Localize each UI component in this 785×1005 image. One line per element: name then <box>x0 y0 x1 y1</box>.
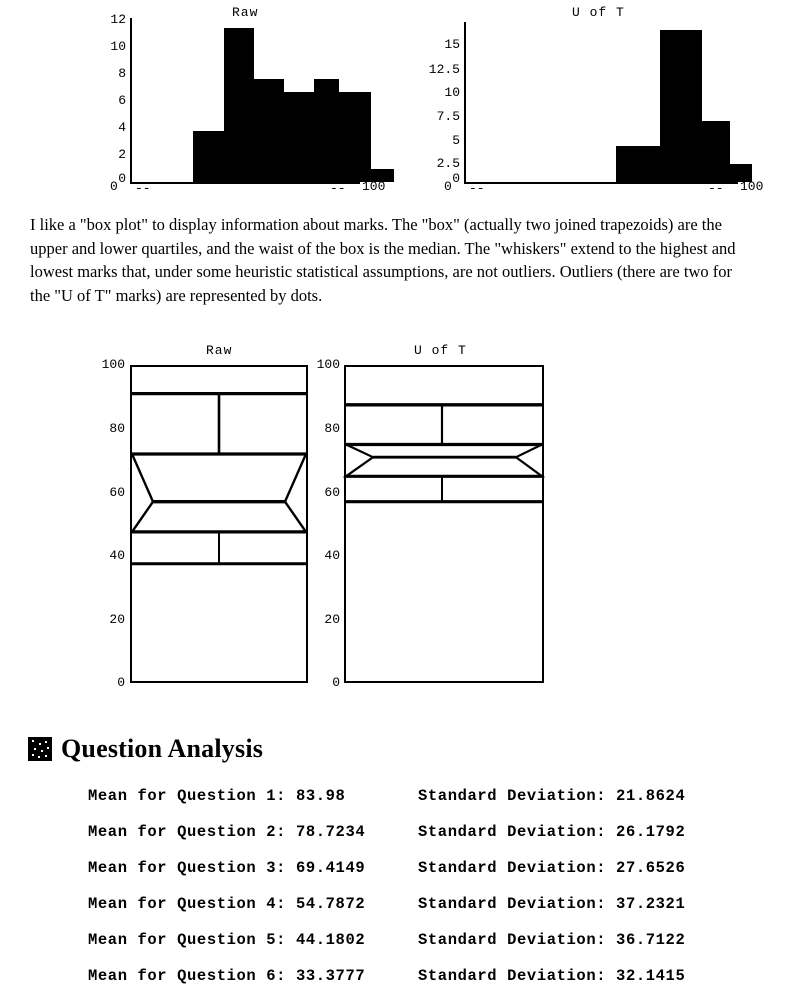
boxplot-raw-ytick: 40 <box>109 548 125 563</box>
histogram-uoft-xtick-right-dash: -- <box>708 181 724 196</box>
boxplot-uoft-ytick: 100 <box>316 357 340 372</box>
stats-mean-value: 83.98 <box>295 787 346 805</box>
histogram-raw-ytick: 0 <box>118 171 126 186</box>
stats-sd-label: Standard Deviation: <box>418 859 607 877</box>
histogram-bar <box>314 79 339 182</box>
histogram-raw-title: Raw <box>232 5 259 20</box>
stats-mean-value: 44.1802 <box>295 931 366 949</box>
stats-sd-value: 26.1792 <box>616 823 686 841</box>
boxplot-raw <box>0 340 320 700</box>
histogram-raw-xtick-origin: 0 <box>110 179 118 194</box>
stats-sd <box>418 814 685 850</box>
question-stats-list <box>88 778 685 994</box>
stats-sd <box>418 778 685 814</box>
boxplot-explanation-paragraph: I like a "box plot" to display information about marks. The "box" (actually two joined trapezoids) are the upper and lower quartiles, and the waist of the box is the median. The "whiskers" extend to the highest and lowest marks that, under some heuristic statistical assumptions, are not outliers. Outliers (there are two for the "U of T" marks) are represented by dots. <box>30 215 736 305</box>
filled-square-bullet-icon <box>28 737 52 761</box>
stats-row <box>88 814 685 850</box>
boxplot-uoft-ytick: 80 <box>324 421 340 436</box>
stats-sd-label: Standard Deviation: <box>418 895 607 913</box>
stats-row <box>88 922 685 958</box>
boxplot-uoft-ytick: 40 <box>324 548 340 563</box>
histogram-bar <box>254 79 284 182</box>
stats-sd-label: Standard Deviation: <box>418 823 607 841</box>
histogram-bar <box>616 146 660 182</box>
histogram-uoft <box>400 0 785 200</box>
stats-mean-label: Mean for Question 5: <box>88 931 287 949</box>
stats-mean <box>88 850 418 886</box>
boxplot-raw-title: Raw <box>206 343 233 358</box>
stats-mean-label: Mean for Question 1: <box>88 787 287 805</box>
stats-sd-value: 21.8624 <box>616 787 686 805</box>
histogram-uoft-x-axis <box>464 182 738 184</box>
boxplot-uoft-ytick: 60 <box>324 485 340 500</box>
histogram-raw-ytick: 2 <box>118 147 126 162</box>
histogram-raw-ytick: 6 <box>118 93 126 108</box>
histogram-raw-plot-area <box>132 18 360 182</box>
histogram-uoft-xtick-origin: 0 <box>444 179 452 194</box>
stats-mean <box>88 958 418 994</box>
histogram-raw-ytick: 4 <box>118 120 126 135</box>
histogram-uoft-plot-area <box>466 22 738 182</box>
histogram-bar <box>660 30 702 182</box>
boxplot-uoft-graphic <box>320 340 640 700</box>
histogram-uoft-ytick: 2.5 <box>436 156 460 171</box>
boxplot-uoft-ytick: 0 <box>332 675 340 690</box>
boxplot-uoft-title: U of T <box>414 343 467 358</box>
boxplot-raw-ytick: 80 <box>109 421 125 436</box>
stats-sd <box>418 958 685 994</box>
histogram-uoft-ytick: 7.5 <box>436 109 460 124</box>
boxplot-uoft-ytick: 20 <box>324 612 340 627</box>
stats-mean-value: 78.7234 <box>295 823 366 841</box>
stats-sd-label: Standard Deviation: <box>418 967 607 985</box>
stats-row <box>88 778 685 814</box>
histogram-bar <box>702 121 730 182</box>
question-analysis-title: Question Analysis <box>61 734 264 763</box>
stats-sd-value: 36.7122 <box>616 931 686 949</box>
boxplot-raw-graphic <box>0 340 320 700</box>
histogram-bar <box>339 92 371 182</box>
histogram-uoft-ytick: 10 <box>444 85 460 100</box>
stats-mean-label: Mean for Question 6: <box>88 967 287 985</box>
stats-mean <box>88 922 418 958</box>
boxplot-raw-ytick: 60 <box>109 485 125 500</box>
histogram-raw-x-axis <box>130 182 360 184</box>
stats-sd-label: Standard Deviation: <box>418 787 607 805</box>
boxplot-raw-ytick: 0 <box>117 675 125 690</box>
boxplot-raw-ytick: 20 <box>109 612 125 627</box>
stats-sd-label: Standard Deviation: <box>418 931 607 949</box>
stats-mean <box>88 886 418 922</box>
stats-sd-value: 32.1415 <box>616 967 686 985</box>
stats-sd <box>418 850 685 886</box>
histogram-raw-ytick: 10 <box>110 39 126 54</box>
histogram-bar <box>193 131 224 182</box>
stats-mean-label: Mean for Question 2: <box>88 823 287 841</box>
histogram-raw-xtick-max: 100 <box>362 179 386 194</box>
stats-mean-value: 54.7872 <box>295 895 366 913</box>
stats-sd-value: 37.2321 <box>616 895 686 913</box>
stats-mean <box>88 814 418 850</box>
histogram-bar <box>224 28 254 182</box>
stats-mean-label: Mean for Question 3: <box>88 859 287 877</box>
boxplot-uoft <box>316 340 640 700</box>
histogram-uoft-ytick: 12.5 <box>428 62 460 77</box>
histogram-raw-xtick-left-dash: -- <box>135 181 151 196</box>
histogram-uoft-ytick: 0 <box>452 171 460 186</box>
stats-mean <box>88 778 418 814</box>
stats-row <box>88 958 685 994</box>
stats-row <box>88 850 685 886</box>
stats-sd <box>418 922 685 958</box>
stats-sd <box>418 886 685 922</box>
histogram-uoft-ytick: 15 <box>444 37 460 52</box>
stats-row <box>88 886 685 922</box>
histogram-uoft-title: U of T <box>572 5 625 20</box>
histogram-raw <box>0 0 400 200</box>
question-analysis-heading <box>28 734 263 764</box>
histogram-uoft-ytick: 5 <box>452 133 460 148</box>
histogram-raw-ytick: 12 <box>110 12 126 27</box>
histogram-bar <box>284 92 314 182</box>
stats-mean-value: 33.3777 <box>295 967 366 985</box>
stats-mean-value: 69.4149 <box>295 859 366 877</box>
histogram-uoft-xtick-left-dash: -- <box>469 181 485 196</box>
histogram-uoft-xtick-max: 100 <box>740 179 764 194</box>
stats-sd-value: 27.6526 <box>616 859 686 877</box>
histogram-raw-ytick: 8 <box>118 66 126 81</box>
boxplot-raw-ytick: 100 <box>101 357 125 372</box>
stats-mean-label: Mean for Question 4: <box>88 895 287 913</box>
histogram-raw-xtick-right-dash: -- <box>330 181 346 196</box>
